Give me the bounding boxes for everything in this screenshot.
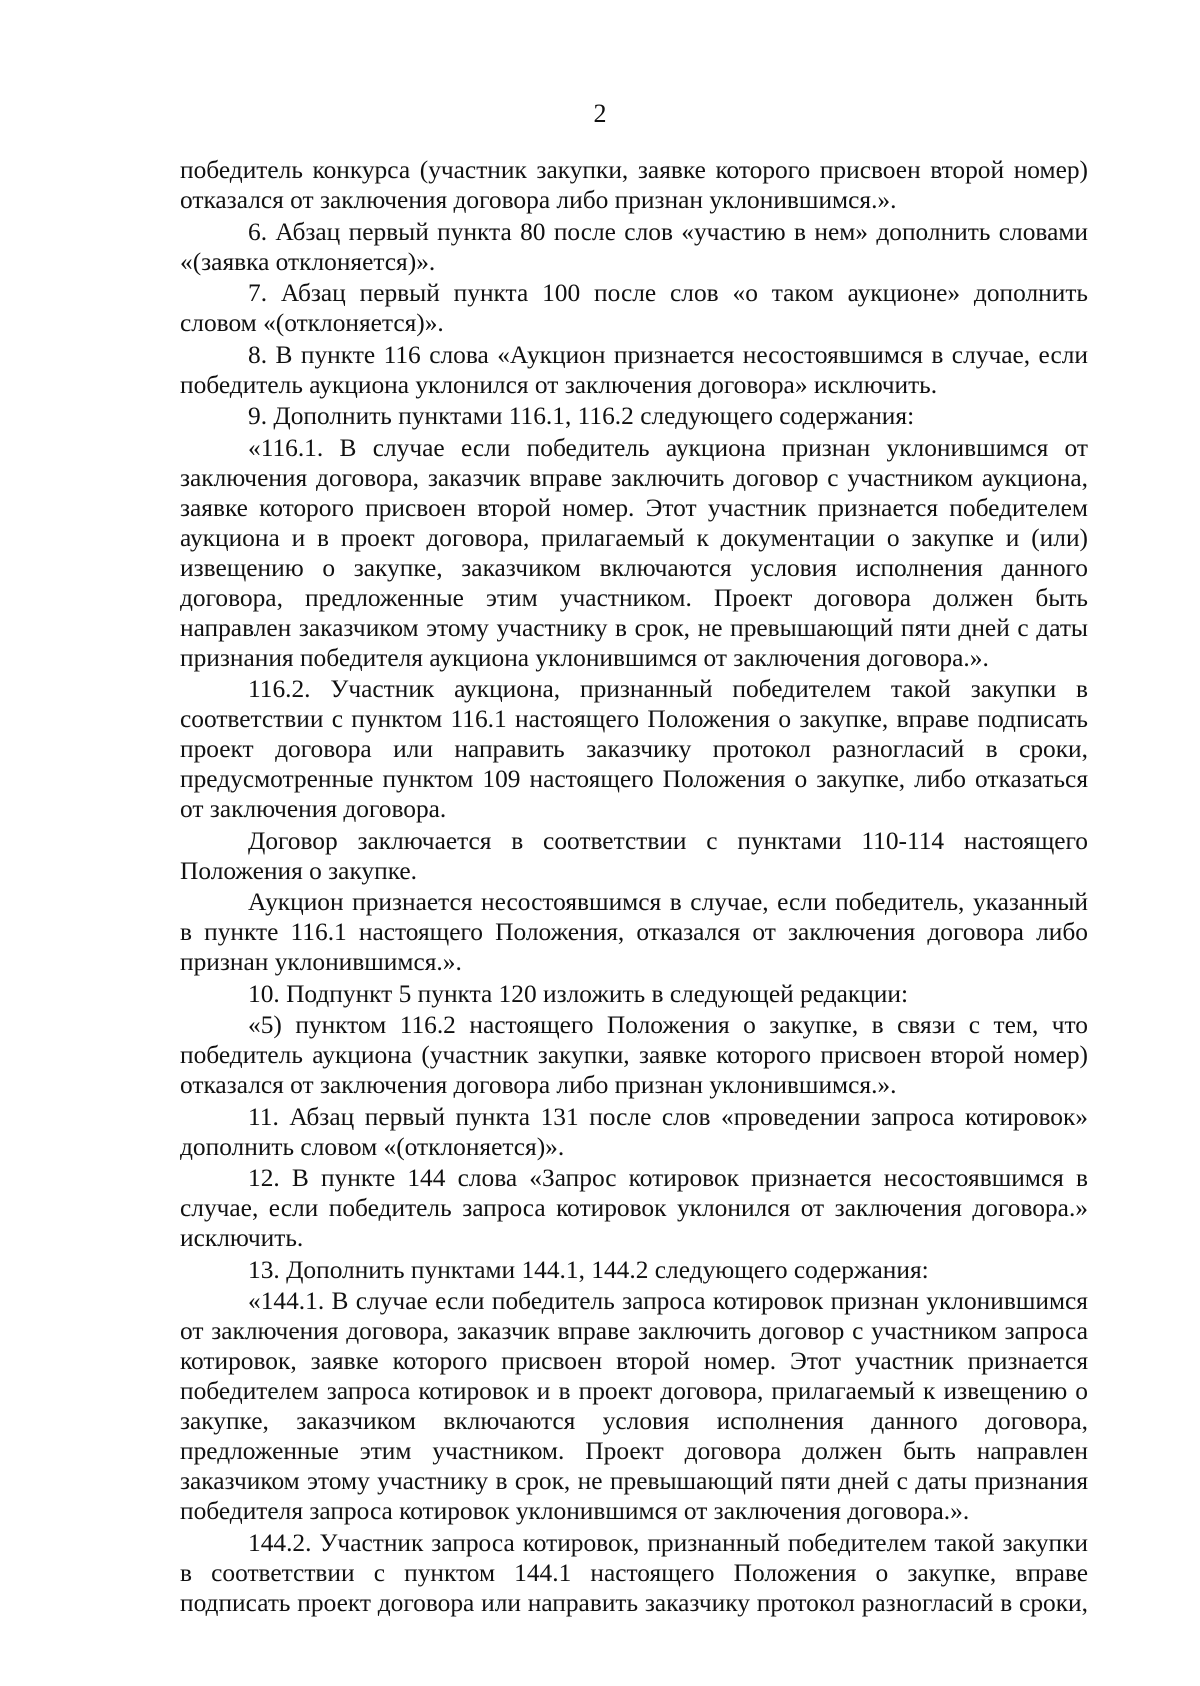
paragraph-subitem-5: «5) пунктом 116.2 настоящего Положения о закупке, в связи с тем, что победитель аукциона (участник закупки, заявке которого присвоен второй номер) отказался от заключения договора либо признан уклонившимся.». <box>180 1011 1088 1099</box>
paragraph-item-8: 8. В пункте 116 слова «Аукцион признается несостоявшимся в случае, если победитель аукциона уклонился от заключения договора» исключить. <box>180 340 1088 399</box>
paragraph-144-1: «144.1. В случае если победитель запроса котировок признан уклонившимся от заключения договора, заказчик вправе заключить договор с участником запроса котировок, заявке которого присвоен второй номер. Этот участник признается победителем запроса котировок и в проект договора, прилагаемый к извещению о закупке, заказчиком включаются условия исполнения данного договора, предложенные этим участником. Проект договора должен быть направлен заказчиком этому участнику в срок, не превышающий пяти дней с даты признания победителя запроса котировок уклонившимся от заключения договора.». <box>180 1287 1088 1525</box>
paragraph-item-11: 11. Абзац первый пункта 131 после слов «проведении запроса котировок» дополнить словом «(отклоняется)». <box>180 1102 1088 1161</box>
paragraph-116-1: «116.1. В случае если победитель аукциона признан уклонившимся от заключения договора, заказчик вправе заключить договор с участником аукциона, заявке которого присвоен второй номер. Этот участник признается победителем аукциона и в проект договора, прилагаемый к документации о закупке и (или) извещению о закупке, заказчиком включаются условия исполнения данного договора, предложенные этим участником. Проект договора должен быть направлен заказчиком этому участнику в срок, не превышающий пяти дней с даты признания победителя аукциона уклонившимся от заключения договора.». <box>180 433 1088 672</box>
paragraph-contract-concluded: Договор заключается в соответствии с пунктами 110-114 настоящего Положения о закупке. <box>180 826 1088 885</box>
paragraph-item-9: 9. Дополнить пунктами 116.1, 116.2 следующего содержания: <box>248 402 915 430</box>
paragraph-144-2: 144.2. Участник запроса котировок, признанный победителем такой закупки в соответствии с пунктом 144.1 настоящего Положения о закупке, вправе подписать проект договора или направить заказчику протокол разногласий в сроки, <box>180 1528 1088 1617</box>
document-body <box>180 155 1088 1619</box>
paragraph-continuation: победитель конкурса (участник закупки, заявке которого присвоен второй номер) отказался от заключения договора либо признан уклонившимся.». <box>180 156 1088 214</box>
paragraph-auction-failed: Аукцион признается несостоявшимся в случае, если победитель, указанный в пункте 116.1 настоящего Положения, отказался от заключения договора либо признан уклонившимся.». <box>180 888 1088 976</box>
paragraph-item-10: 10. Подпункт 5 пункта 120 изложить в следующей редакции: <box>248 979 909 1008</box>
paragraph-item-13: 13. Дополнить пунктами 144.1, 144.2 следующего содержания: <box>248 1255 929 1284</box>
paragraph-item-7: 7. Абзац первый пункта 100 после слов «о таком аукционе» дополнить словом «(отклоняется)». <box>180 279 1088 337</box>
paragraph-item-6: 6. Абзац первый пункта 80 после слов «участию в нем» дополнить словами «(заявка отклоняется)». <box>180 217 1088 276</box>
paragraph-item-12: 12. В пункте 144 слова «Запрос котировок признается несостоявшимся в случае, если победитель запроса котировок уклонился от заключения договора.» исключить. <box>180 1164 1088 1252</box>
paragraph-116-2: 116.2. Участник аукциона, признанный победителем такой закупки в соответствии с пунктом 116.1 настоящего Положения о закупке, вправе подписать проект договора или направить заказчику протокол разногласий в сроки, предусмотренные пунктом 109 настоящего Положения о закупке, либо отказаться от заключения договора. <box>180 675 1088 823</box>
page-number: 2 <box>593 99 607 128</box>
